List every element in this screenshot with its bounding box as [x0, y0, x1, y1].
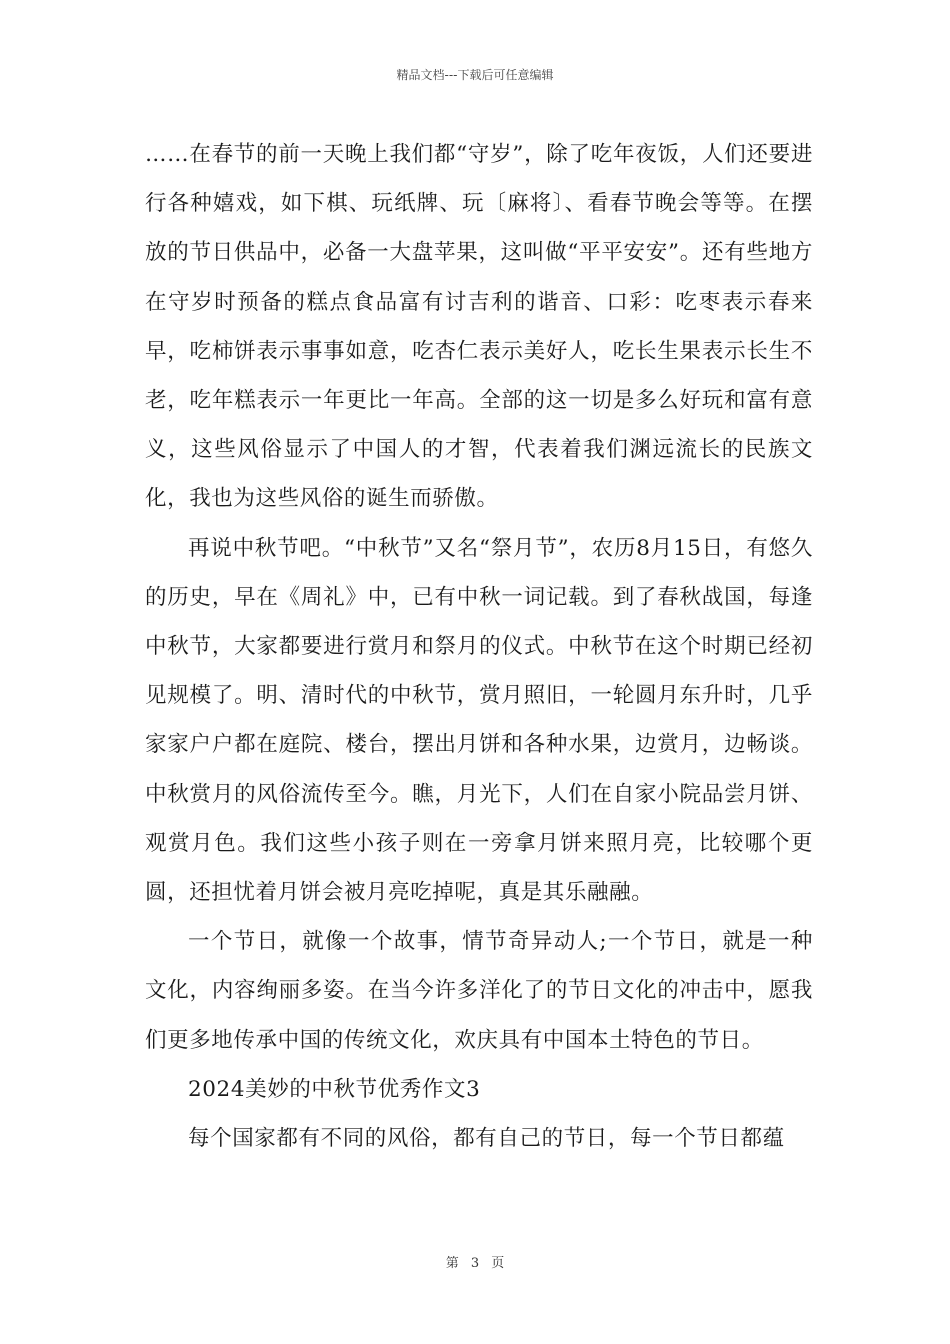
essay-heading: 2024美妙的中秋节优秀作文3 [188, 1076, 481, 1102]
footer-prefix: 第 [445, 1256, 459, 1271]
page-header [0, 66, 950, 83]
paragraph-mid-autumn: 再说中秋节吧。“中秋节”又名“祭月节”，农历8月15日，有悠久的历史，早在《周礼》中，已有中秋一词记载。到了春秋战国，每逢中秋节，大家都要进行赏月和祭月的仪式。中秋节在这个时期已经初见规模了。明、清时代的中秋节，赏月照旧，一轮圆月东升时，几乎家家户户都在庭院、楼台，摆出月饼和各种水果，边赏月，边畅谈。中秋赏月的风俗流传至今。瞧，月光下，人们在自家小院品尝月饼、观赏月色。我们这些小孩子则在一旁拿月饼来照月亮，比较哪个更圆，还担忧着月饼会被月亮吃掉呢，真是其乐融融。 [145, 535, 813, 906]
header-text: 精品文档---下载后可任意编辑 [396, 68, 554, 82]
paragraph-spring-festival: ……在春节的前一天晚上我们都“守岁”，除了吃年夜饭，人们还要进行各种嬉戏，如下棋、玩纸牌、玩〔麻将〕、看春节晚会等等。在摆放的节日供品中，必备一大盘苹果，这叫做“平平安安”。还有些地方在守岁时预备的糕点食品富有讨吉利的谐音、口彩：吃枣表示春来早，吃柿饼表示事事如意，吃杏仁表示美好人，吃长生果表示长生不老，吃年糕表示一年更比一年高。全部的这一切是多么好玩和富有意义，这些风俗显示了中国人的才智，代表着我们渊远流长的民族文化，我也为这些风俗的诞生而骄傲。 [145, 142, 813, 512]
page-footer [0, 1252, 950, 1271]
paragraph-conclusion: 一个节日，就像一个故事，情节奇异动人;一个节日，就是一种文化，内容绚丽多姿。在当今许多洋化了的节日文化的冲击中，愿我们更多地传承中国的传统文化，欢庆具有中国本土特色的节日。 [145, 929, 813, 1053]
page-number: 3 [470, 1256, 480, 1271]
document-body [145, 130, 813, 1163]
paragraph-essay3-start: 每个国家都有不同的风俗，都有自己的节日，每一个节日都蕴 [188, 1126, 785, 1152]
footer-suffix: 页 [491, 1256, 505, 1271]
